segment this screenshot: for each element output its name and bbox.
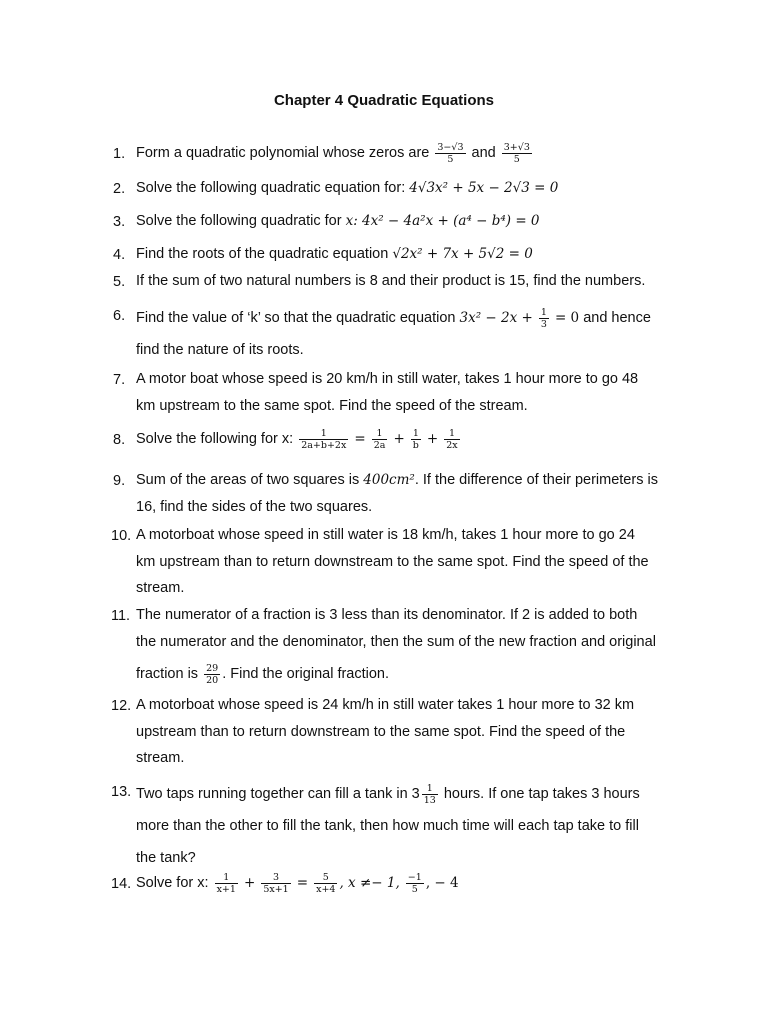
equation: 3x² − 2x +: [459, 310, 533, 326]
question-number: 12.: [111, 698, 132, 714]
question-number: 11.: [111, 608, 131, 624]
page-title: Chapter 4 Quadratic Equations: [273, 92, 495, 109]
question-number: 6.: [113, 308, 126, 324]
question-text: km upstream than to return downstream to the same spot. Find the speed of the: [136, 553, 649, 570]
question-text: stream.: [136, 750, 185, 766]
question-text: Find the value of ‘k’ so that the quadratic equation: [136, 310, 456, 326]
question-number: 5.: [113, 274, 126, 290]
question-text: upstream than to return downstream to the same spot. Find the speed of the: [136, 723, 626, 740]
fraction: $\frac{3+√3}{5}$: [503, 141, 530, 165]
question-text: Two taps running together can fill a tank in 3: [136, 786, 420, 802]
question-number: 4.: [113, 247, 126, 263]
question-text: the numerator and the denominator, then the sum of the new fraction and original: [136, 633, 656, 650]
fraction: $\frac{5}{x+4}$: [316, 871, 336, 895]
question-text: the tank?: [136, 850, 196, 866]
question-text: hours. If one tap takes 3 hours: [443, 786, 640, 802]
question-text: If the sum of two natural numbers is 8 and their product is 15, find the numbers.: [136, 273, 646, 289]
question-text: km upstream to the same spot. Find the speed of the stream.: [136, 397, 528, 414]
fraction: $\frac{1}{2x}$: [446, 427, 458, 451]
fraction: $\frac{1}{2a+b+2x}$: [301, 427, 347, 451]
question-text: find the nature of its roots.: [136, 342, 304, 358]
question-text: and: [471, 145, 496, 161]
question-number: 1.: [113, 146, 126, 162]
equation: 400cm²: [363, 472, 415, 488]
question-text: 16, find the sides of the two squares.: [136, 498, 373, 515]
question-text: Solve the following for x:: [136, 431, 294, 447]
question-text: and hence: [583, 310, 651, 326]
equation: √2x² + 7x + 5√2 = 0: [392, 246, 533, 262]
question-number: 2.: [113, 181, 126, 197]
plus-sign: +: [393, 431, 405, 447]
question-number: 10.: [111, 528, 132, 544]
condition: , − 4: [425, 875, 459, 891]
question-number: 9.: [113, 473, 126, 489]
question-text: A motor boat whose speed is 20 km/h in still water, takes 1 hour more to go 48: [136, 371, 639, 387]
question-number: 14.: [111, 876, 132, 892]
fraction: $\frac{1}{3}$: [540, 306, 547, 330]
fraction: $\frac{1}{x+1}$: [216, 871, 236, 895]
plus-sign: +: [426, 431, 439, 447]
equation: x: 4x² − 4a²x + (a⁴ − b⁴) = 0: [345, 213, 540, 229]
question-text: more than the other to fill the tank, then how much time will each tap take to fill: [136, 818, 639, 834]
question-number: 3.: [113, 214, 126, 230]
fraction: $\frac{-1}{5}$: [407, 871, 422, 895]
equation: = 0: [554, 310, 580, 326]
fraction: $\frac{29}{20}$: [206, 662, 219, 686]
question-text: Find the roots of the quadratic equation: [136, 246, 389, 262]
question-text: A motorboat whose speed is 24 km/h in still water takes 1 hour more to 32 km: [136, 697, 635, 713]
question-text: stream.: [136, 580, 185, 596]
equals-sign: =: [354, 431, 366, 447]
question-text: . Find the original fraction.: [222, 666, 390, 682]
question-text: The numerator of a fraction is 3 less than its denominator. If 2 is added to both: [136, 607, 638, 623]
fraction: $\frac{1}{b}$: [412, 427, 419, 451]
fraction: $\frac{3}{5x+1}$: [263, 871, 289, 895]
question-number: 8.: [113, 432, 126, 448]
equals-sign: =: [296, 875, 309, 891]
fraction: $\frac{1}{13}$: [423, 782, 436, 806]
question-text: Solve the following quadratic equation for:: [136, 180, 406, 196]
question-number: 7.: [113, 372, 126, 388]
condition: , x ≠− 1,: [339, 875, 400, 891]
question-text: Sum of the areas of two squares is: [136, 472, 360, 488]
fraction: $\frac{1}{2a}$: [373, 427, 386, 451]
question-text: A motorboat whose speed in still water is 18 km/h, takes 1 hour more to go 24: [136, 527, 635, 543]
question-text: Solve the following quadratic for: [136, 213, 342, 229]
question-text: Solve for x:: [136, 875, 209, 891]
plus-sign: +: [243, 875, 256, 891]
equation: 4√3x² + 5x − 2√3 = 0: [409, 180, 559, 196]
question-text: . If the difference of their perimeters is: [414, 472, 658, 488]
question-text: Form a quadratic polynomial whose zeros are: [136, 145, 430, 161]
question-text: fraction is: [136, 666, 199, 682]
fraction: $\frac{3-√3}{5}$: [437, 141, 464, 165]
question-number: 13.: [111, 784, 132, 800]
